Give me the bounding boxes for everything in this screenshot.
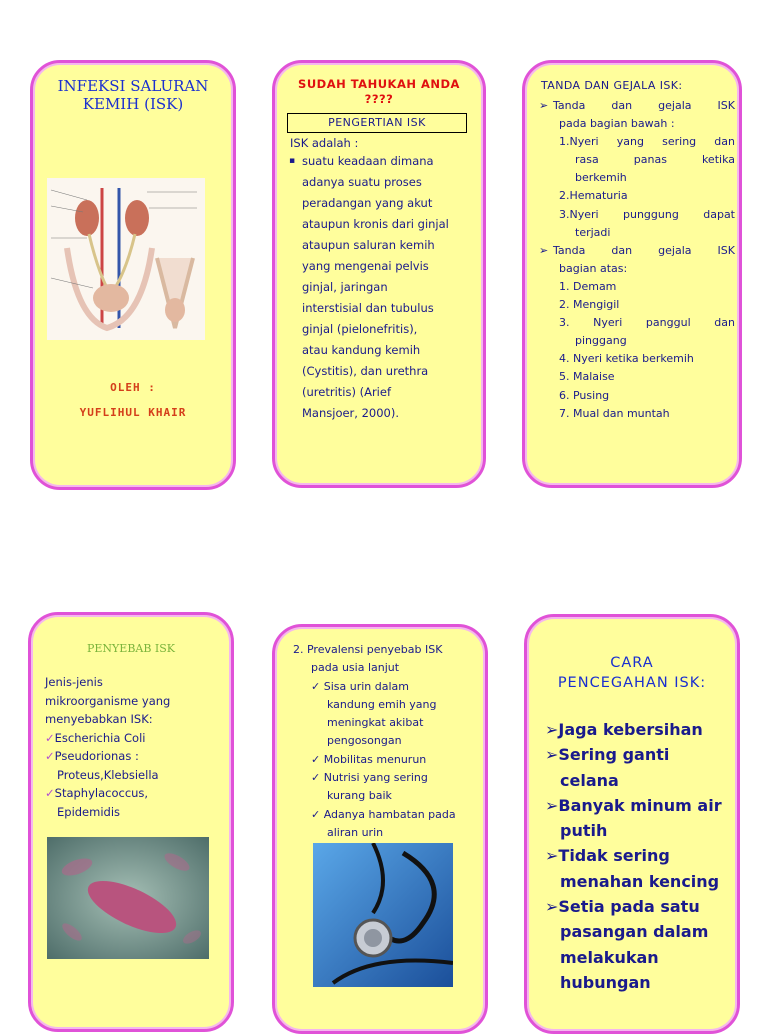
list-item: melakukan	[560, 947, 659, 967]
panel-prevalence	[272, 624, 488, 1034]
list-item: aliran urin	[327, 825, 384, 839]
urinary-tract-anatomy-icon	[47, 178, 205, 340]
arrow-icon: ➢	[545, 720, 559, 739]
list-item: meningkat akibat	[327, 716, 424, 730]
definition-intro: ISK adalah :	[290, 136, 359, 150]
definition-title-box: PENGERTIAN ISK	[287, 113, 467, 133]
list-item: ✓ Mobilitas menurun	[311, 752, 427, 766]
list-item: 3.Nyeri punggung dapat	[559, 207, 735, 221]
list-item: hubungan	[560, 972, 651, 992]
cover-title: INFEKSI SALURAN KEMIH (ISK)	[57, 77, 209, 113]
list-item: Proteus,Klebsiella	[57, 767, 159, 782]
list-item: pada bagian bawah :	[559, 117, 675, 131]
list-item: ✓ Sisa urin dalam	[311, 679, 409, 693]
list-item: ✓ Adanya hambatan pada	[311, 807, 456, 821]
list-item: ✓ Nutrisi yang sering	[311, 771, 428, 785]
symptoms-heading: TANDA DAN GEJALA ISK:	[541, 79, 683, 92]
list-item: kurang baik	[327, 789, 392, 803]
list-item: pengosongan	[327, 734, 402, 748]
list-item: 2. Mengigil	[559, 298, 620, 312]
list-item: menahan kencing	[560, 871, 720, 891]
list-item: 1.Nyeri yang sering dan	[559, 135, 735, 149]
check-icon: ✓	[45, 730, 55, 745]
list-item: putih	[560, 821, 608, 841]
panel-cover	[30, 60, 236, 490]
definition-body: suatu keadaan dimana adanya suatu proses peradangan yang akut ataupun kronis dari ginjal ataupun saluran kemih yang mengenai pelvis ginjal, jaringan interstisial dan tubulus ginjal (pielonefritis), atau kandung kemih (Cystitis), dan urethra (uretritis) (Arief Mansjoer, 2000).	[302, 154, 449, 420]
list-item: ➢Tidak sering	[545, 846, 670, 866]
list-item: 3. Nyeri panggul dan	[559, 316, 735, 330]
list-item: pasangan dalam	[560, 922, 709, 942]
list-item: 2. Prevalensi penyebab ISK	[293, 643, 443, 656]
panel-prevention	[524, 614, 740, 1034]
by-label: OLEH :	[110, 381, 156, 394]
list-item: ✓Pseudorionas :	[45, 749, 139, 763]
panel-definition	[272, 60, 486, 488]
author-name: YUFLIHUL KHAIR	[79, 406, 187, 419]
arrow-icon: ➢	[545, 897, 559, 917]
list-item: 4. Nyeri ketika berkemih	[559, 352, 694, 366]
stethoscope-icon	[313, 843, 453, 987]
arrow-icon: ➢	[545, 795, 559, 815]
list-item: ➢Sering ganti	[545, 745, 670, 765]
check-icon: ✓	[311, 807, 321, 821]
prevalence-list	[293, 641, 478, 842]
list-item: 1. Demam	[559, 279, 617, 293]
list-item: ➢Setia pada satu	[545, 897, 700, 917]
causes-title: PENYEBAB ISK	[86, 642, 176, 655]
list-item: Epidemidis	[57, 804, 121, 819]
causes-list	[45, 673, 223, 821]
list-item: mikroorganisme yang	[45, 693, 171, 708]
bacteria-icon	[47, 837, 209, 959]
arrow-icon: ➢	[539, 243, 549, 257]
check-icon: ✓	[45, 749, 55, 763]
prevention-list	[545, 717, 740, 995]
list-item: 5. Malaise	[559, 370, 615, 384]
list-item: Jenis-jenis	[45, 675, 103, 689]
arrow-icon: ➢	[545, 745, 559, 765]
panel-symptoms	[522, 60, 742, 488]
check-icon: ✓	[311, 752, 321, 766]
list-item: 7. Mual dan muntah	[559, 406, 670, 420]
list-item: 6. Pusing	[559, 388, 610, 402]
list-item: kandung emih yang	[327, 697, 437, 711]
arrow-icon: ➢	[545, 846, 559, 866]
list-item: ✓Escherichia Coli	[45, 730, 146, 745]
list-item: celana	[560, 770, 619, 790]
list-item: ➢ Tanda dan gejala ISK	[539, 242, 735, 260]
list-item: ➢ Tanda dan gejala ISK	[539, 97, 735, 115]
did-you-know-heading: SUDAH TAHUKAH ANDA ????	[298, 77, 460, 106]
list-item: ➢Jaga kebersihan	[545, 720, 703, 739]
check-icon: ✓	[45, 786, 55, 800]
list-item: bagian atas:	[559, 261, 628, 275]
symptoms-list	[539, 97, 735, 423]
list-item: ➢Banyak minum air	[545, 795, 722, 815]
list-item: rasa panas ketika	[575, 153, 735, 167]
list-item: 2.Hematuria	[559, 189, 628, 203]
list-item: menyebabkan ISK:	[45, 712, 153, 726]
list-item: pada usia lanjut	[311, 661, 400, 675]
list-item: pinggang	[575, 334, 627, 348]
prevention-title: CARA PENCEGAHAN ISK:	[557, 655, 707, 691]
panel-causes	[28, 612, 234, 1032]
list-item: berkemih	[575, 171, 627, 185]
bullet-icon: ▪	[289, 156, 296, 166]
arrow-icon: ➢	[539, 99, 549, 112]
check-icon: ✓	[311, 679, 321, 693]
list-item: terjadi	[575, 225, 611, 239]
list-item: ✓Staphylacoccus,	[45, 786, 149, 800]
check-icon: ✓	[311, 771, 321, 785]
